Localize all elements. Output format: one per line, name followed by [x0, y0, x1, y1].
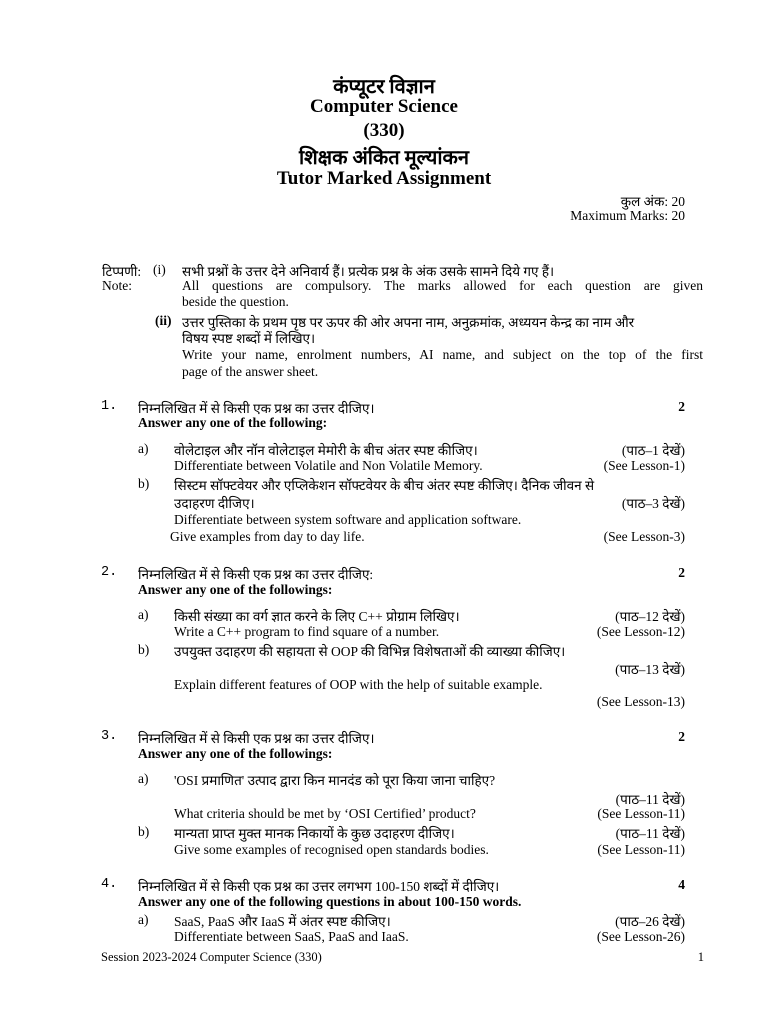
q4a-hindi: SaaS, PaaS और IaaS में अंतर स्पष्ट कीजिए।: [174, 914, 391, 929]
q2b-ref-hindi: (पाठ–13 देखें): [615, 662, 685, 677]
q3a-english: What criteria should be met by ‘OSI Certified’ product?: [174, 806, 476, 821]
note-2-number: (ii): [155, 313, 172, 328]
note-2-english-line2: page of the answer sheet.: [182, 364, 319, 379]
q2b-hindi: उपयुक्त उदाहरण की सहायता से OOP की विभिन्न विशेषताओं की व्याख्या कीजिए।: [174, 644, 566, 659]
note-2-hindi-line1: उत्तर पुस्तिका के प्रथम पृष्ठ पर ऊपर की ओर अपना नाम, अनुक्रमांक, अध्ययन केन्द्र का नाम और: [182, 315, 635, 330]
q4a-ref-english: (See Lesson-26): [596, 929, 685, 944]
q2-marks: 2: [678, 565, 685, 580]
q3a-hindi: 'OSI प्रमाणित' उत्पाद द्वारा किन मानदंड को पूरा किया जाना चाहिए?: [174, 773, 496, 788]
subject-english: Computer Science: [310, 96, 458, 117]
q4-instruction-hindi: निम्नलिखित में से किसी एक प्रश्न का उत्तर लगभग 100-150 शब्दों में दीजिए।: [138, 879, 500, 894]
q1-instruction-english: Answer any one of the following:: [138, 415, 328, 430]
q1b-label: b): [138, 476, 150, 491]
q4a-english: Differentiate between SaaS, PaaS and IaaS.: [174, 929, 409, 944]
note-1-number: (i): [153, 262, 166, 277]
q1a-label: a): [138, 441, 149, 456]
q3b-label: b): [138, 824, 150, 839]
q1b-hindi-line2: उदाहरण दीजिए।: [174, 496, 255, 511]
note-1-hindi: सभी प्रश्नों के उत्तर देने अनिवार्य हैं। प्रत्येक प्रश्न के अंक उसके सामने दिये गए हैं।: [182, 264, 555, 279]
q1b-english-line2: Give examples from day to day life.: [170, 529, 365, 544]
footer-session: Session 2023-2024 Computer Science (330): [101, 950, 322, 964]
q4-marks: 4: [678, 877, 685, 892]
q2a-english: Write a C++ program to find square of a number.: [174, 624, 440, 639]
q2b-label: b): [138, 642, 150, 657]
q2a-label: a): [138, 607, 149, 622]
q3a-ref-english: (See Lesson-11): [597, 806, 685, 821]
q1-instruction-hindi: निम्नलिखित में से किसी एक प्रश्न का उत्तर दीजिए।: [138, 401, 375, 416]
q1a-english: Differentiate between Volatile and Non Volatile Memory.: [174, 458, 483, 473]
q2a-ref-hindi: (पाठ–12 देखें): [615, 609, 685, 624]
note-label-hindi: टिप्पणी:: [102, 264, 142, 279]
q2a-hindi: किसी संख्या का वर्ग ज्ञात करने के लिए C++ प्रोग्राम लिखिए।: [174, 609, 460, 624]
q3a-label: a): [138, 771, 149, 786]
note-2-english-line1: Write your name, enrolment numbers, AI name, and subject on the top of the first: [182, 347, 703, 362]
q3-marks: 2: [678, 729, 685, 744]
tma-english: Tutor Marked Assignment: [276, 168, 492, 189]
q2b-english: Explain different features of OOP with the help of suitable example.: [174, 677, 543, 692]
q2a-ref-english: (See Lesson-12): [596, 624, 685, 639]
max-marks-hindi: कुल अंक: 20: [620, 194, 685, 209]
q3b-english: Give some examples of recognised open standards bodies.: [174, 842, 489, 857]
subject-code: (330): [363, 120, 405, 141]
q4-instruction-english: Answer any one of the following questions in about 100-150 words.: [138, 894, 522, 909]
q1b-english-line1: Differentiate between system software and application software.: [174, 512, 522, 527]
tma-hindi: शिक्षक अंकित मूल्यांकन: [298, 147, 470, 169]
q1b-ref-english: (See Lesson-3): [603, 529, 685, 544]
q2-instruction-hindi: निम्नलिखित में से किसी एक प्रश्न का उत्तर दीजिए:: [138, 567, 374, 582]
q1a-hindi: वोलेटाइल और नॉन वोलेटाइल मेमोरी के बीच अंतर स्पष्ट कीजिए।: [174, 443, 478, 458]
q4-number: 4.: [101, 877, 118, 892]
q3-instruction-english: Answer any one of the followings:: [138, 746, 333, 761]
q1a-ref-english: (See Lesson-1): [603, 458, 685, 473]
q1-marks: 2: [678, 399, 685, 414]
q2b-ref-english: (See Lesson-13): [596, 694, 685, 709]
subject-hindi: कंप्यूटर विज्ञान: [333, 76, 435, 98]
q3b-ref-hindi: (पाठ–11 देखें): [615, 826, 685, 841]
q4a-ref-hindi: (पाठ–26 देखें): [615, 914, 685, 929]
footer-page-number: 1: [697, 950, 704, 964]
q2-instruction-english: Answer any one of the followings:: [138, 582, 333, 597]
q1-number: 1.: [101, 399, 118, 414]
q3-instruction-hindi: निम्नलिखित में से किसी एक प्रश्न का उत्तर दीजिए।: [138, 731, 375, 746]
q3a-ref-hindi: (पाठ–11 देखें): [615, 792, 685, 807]
note-1-english-line2: beside the question.: [182, 294, 289, 309]
note-2-hindi-line2: विषय स्पष्ट शब्दों में लिखिए।: [182, 331, 316, 346]
max-marks-english: Maximum Marks: 20: [570, 208, 685, 223]
q1b-hindi-line1: सिस्टम सॉफ्टवेयर और एप्लिकेशन सॉफ्टवेयर के बीच अंतर स्पष्ट कीजिए। दैनिक जीवन से: [174, 478, 595, 493]
q4a-label: a): [138, 912, 149, 927]
note-1-english-line1: All questions are compulsory. The marks allowed for each question are given: [182, 278, 703, 293]
q1a-ref-hindi: (पाठ–1 देखें): [621, 443, 685, 458]
note-label-english: Note:: [102, 278, 132, 293]
q3b-hindi: मान्यता प्राप्त मुक्त मानक निकायों के कुछ उदाहरण दीजिए।: [174, 826, 455, 841]
q3-number: 3.: [101, 729, 118, 744]
q2-number: 2.: [101, 565, 118, 580]
q3b-ref-english: (See Lesson-11): [597, 842, 685, 857]
q1b-ref-hindi: (पाठ–3 देखें): [621, 496, 685, 511]
